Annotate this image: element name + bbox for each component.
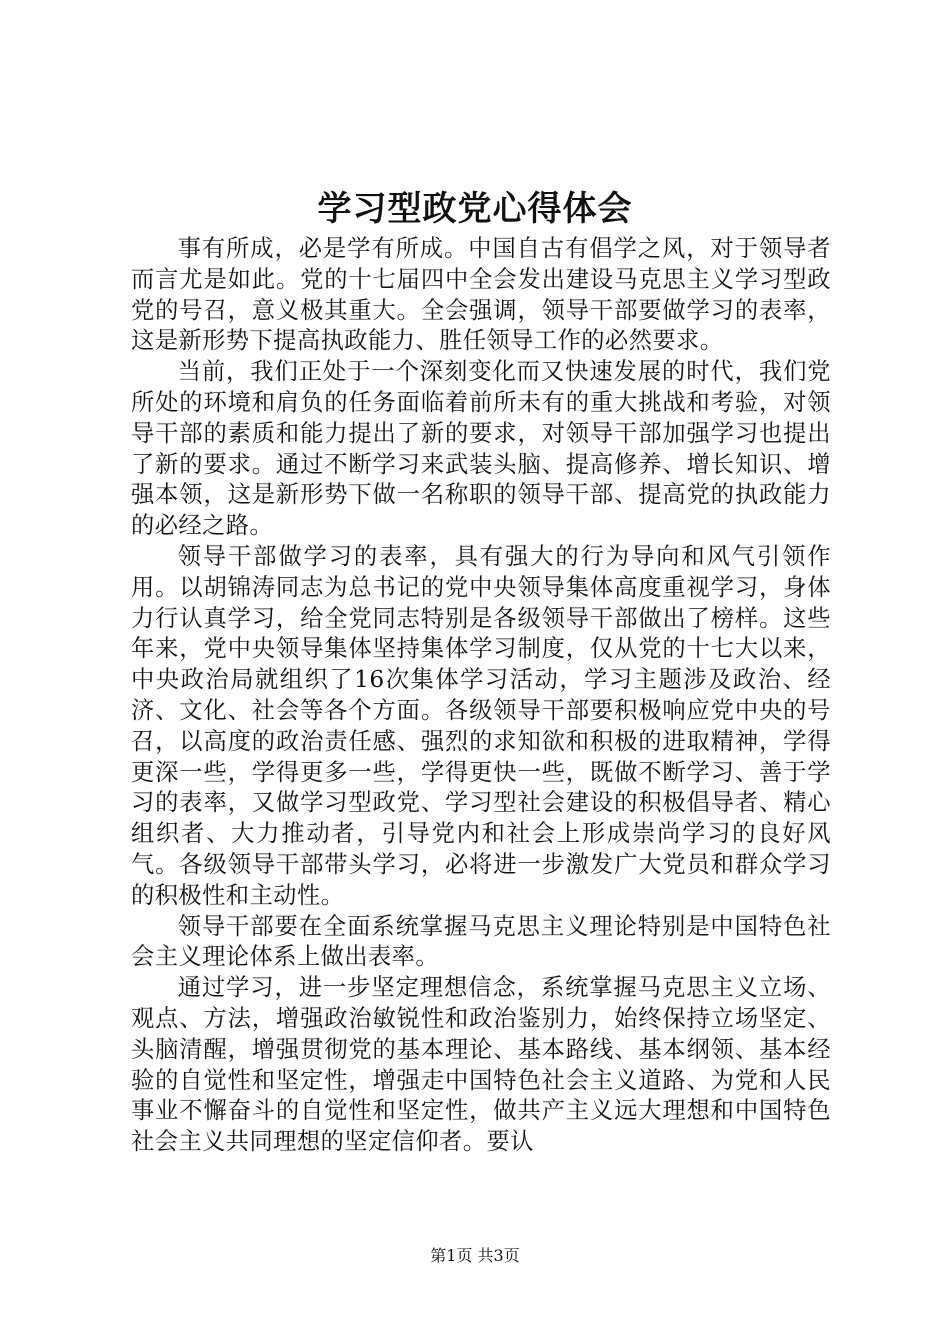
paragraph: 领导干部做学习的表率，具有强大的行为导向和风气引领作用。以胡锦涛同志为总书记的党中央领导集体高度重视学习，身体力行认真学习，给全党同志特别是各级领导干部做出了榜样。这些年来，党中央领导集体坚持集体学习制度，仅从党的十七大以来，中央政治局就组织了16次集体学习活动，学习主题涉及政治、经济、文化、社会等各个方面。各级领导干部要积极响应党中央的号召，以高度的政治责任感、强烈的求知欲和积极的进取精神，学得更深一些，学得更多一些，学得更快一些，既做不断学习、善于学习的表率，又做学习型政党、学习型社会建设的积极倡导者、精心组织者、大力推动者，引导党内和社会上形成崇尚学习的良好风气。各级领导干部带头学习，必将进一步激发广大党员和群众学习的积极性和主动性。	[131, 542, 831, 909]
paragraph: 事有所成，必是学有所成。中国自古有倡学之风，对于领导者而言尤是如此。党的十七届四中全会发出建设马克思主义学习型政党的号召，意义极其重大。全会强调，领导干部要做学习的表率，这是新形势下提高执政能力、胜任领导工作的必然要求。	[131, 235, 831, 355]
paragraph: 领导干部要在全面系统掌握马克思主义理论特别是中国特色社会主义理论体系上做出表率。	[131, 912, 831, 971]
page-number-current: 第1页	[430, 1246, 473, 1265]
paragraph: 通过学习，进一步坚定理想信念，系统掌握马克思主义立场、观点、方法，增强政治敏锐性和政治鉴别力，始终保持立场坚定、头脑清醒，增强贯彻党的基本理论、基本路线、基本纲领、基本经验的自觉性和坚定性，增强走中国特色社会主义道路、为党和人民事业不懈奋斗的自觉性和坚定性，做共产主义远大理想和中国特色社会主义共同理想的坚定信仰者。要认	[131, 974, 831, 1156]
page-number-total: 共3页	[477, 1246, 520, 1265]
paragraph: 当前，我们正处于一个深刻变化而又快速发展的时代，我们党所处的环境和肩负的任务面临着前所未有的重大挑战和考验，对领导干部的素质和能力提出了新的要求，对领导干部加强学习也提出了新的要求。通过不断学习来武装头脑、提高修养、增长知识、增强本领，这是新形势下做一名称职的领导干部、提高党的执政能力的必经之路。	[131, 358, 831, 540]
document-title: 学习型政党心得体会	[317, 189, 633, 229]
page-footer	[0, 1244, 950, 1268]
document-body	[131, 234, 831, 1158]
